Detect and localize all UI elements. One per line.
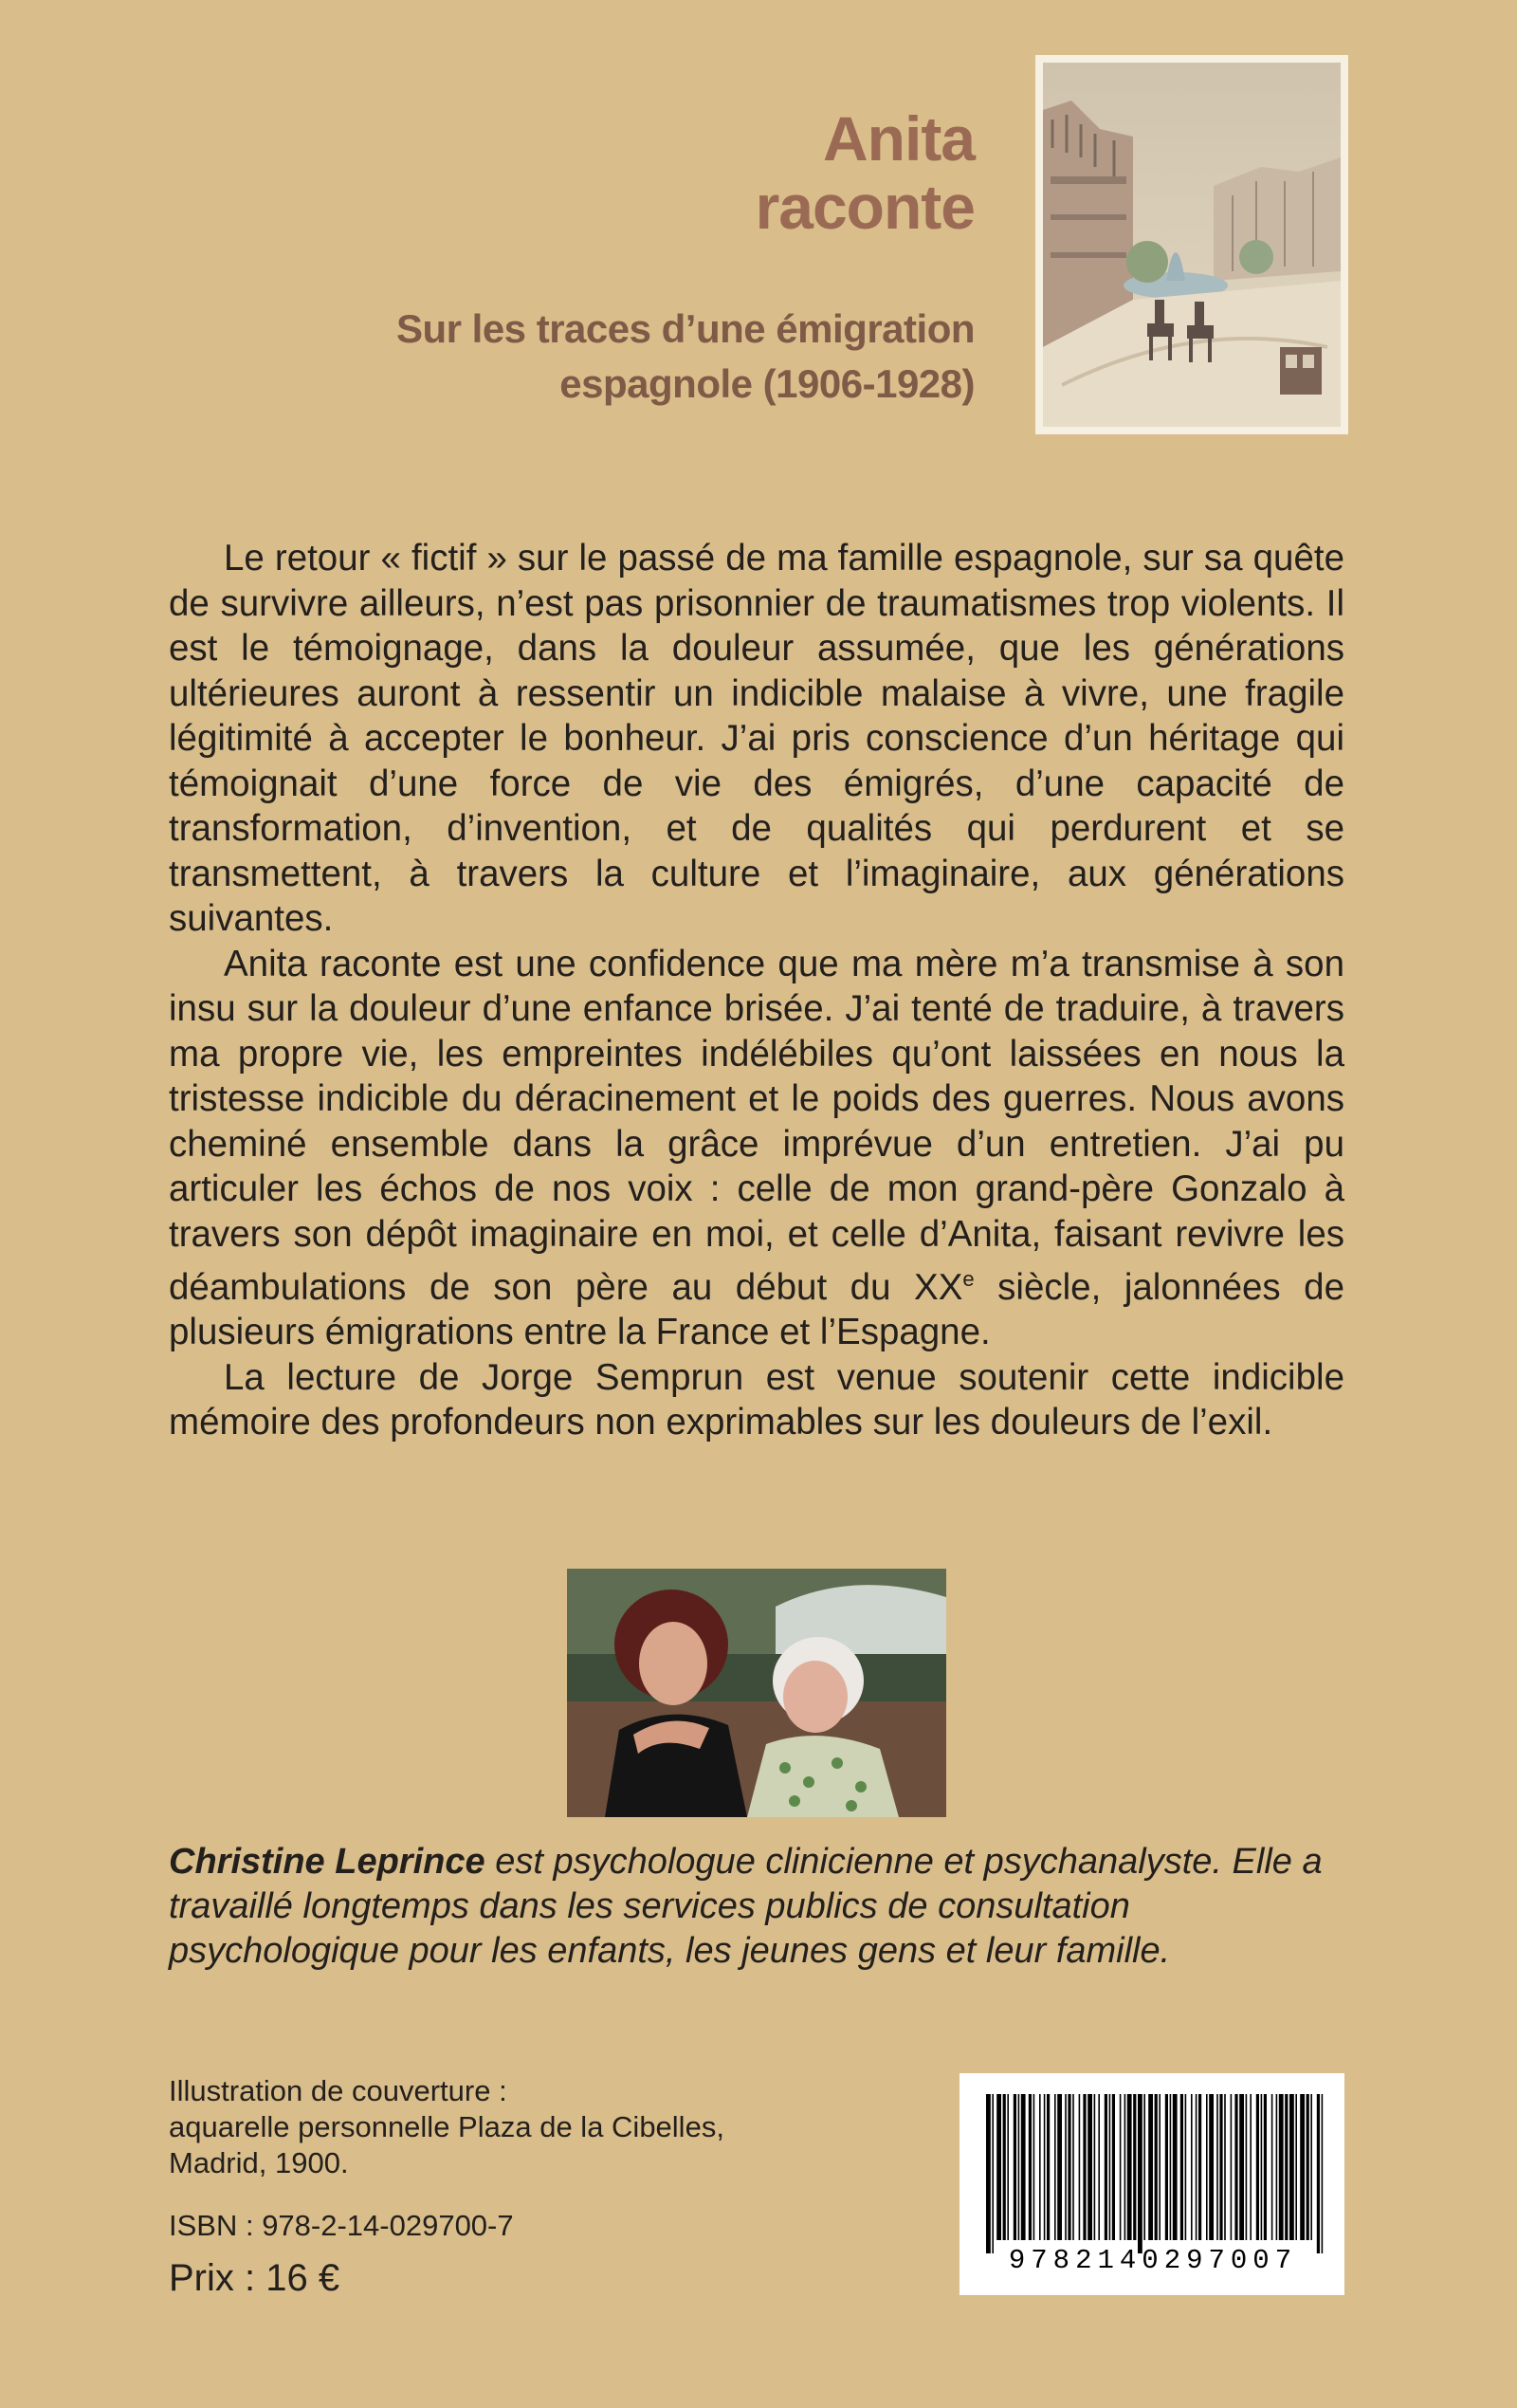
barcode-bar (1289, 2094, 1294, 2240)
author-bio (169, 1840, 1363, 1974)
body-paragraph-2-end: siècle, jalonnées de plusieurs émigrations entre la France et l’Espagne. (169, 1266, 1344, 1353)
barcode-bar (1322, 2094, 1324, 2253)
barcode-bar (1124, 2094, 1126, 2240)
barcode-bar (1250, 2094, 1252, 2240)
barcode-bar (1224, 2094, 1226, 2240)
barcode-bar (1279, 2094, 1284, 2240)
book-subtitle (396, 302, 975, 412)
cover-illustration-thumbnail (1035, 55, 1348, 434)
barcode-bar (1054, 2094, 1056, 2240)
author-photo (567, 1569, 946, 1822)
cover-credit (169, 2073, 724, 2181)
barcode-bar (1155, 2094, 1158, 2240)
century-superscript: e (962, 1267, 975, 1291)
barcode-bar (1098, 2094, 1100, 2240)
barcode-bar (1148, 2094, 1153, 2240)
barcode-bar (1300, 2094, 1305, 2240)
barcode-bar (1014, 2094, 1016, 2240)
barcode-bar (1173, 2094, 1178, 2240)
barcode-bar (1246, 2094, 1248, 2240)
barcode-bar (1120, 2094, 1122, 2240)
barcode-bar (1310, 2094, 1312, 2240)
author-name: Christine Leprince (169, 1842, 485, 1882)
barcode-bar (1007, 2094, 1009, 2240)
barcode-bar (1239, 2094, 1244, 2240)
barcode-bar (1191, 2094, 1193, 2240)
price: Prix : 16 € (169, 2257, 340, 2299)
barcode-bar (1105, 2094, 1107, 2240)
book-title-line2: raconte (755, 172, 975, 242)
book-title (756, 104, 975, 241)
barcode-bar (1072, 2094, 1074, 2240)
cover-credit-line2: aquarelle personnelle Plaza de la Cibelles, (169, 2110, 724, 2143)
barcode-bar (1196, 2094, 1197, 2240)
barcode-bar (1219, 2094, 1222, 2240)
barcode-bar (1206, 2094, 1208, 2240)
barcode-bar (1264, 2094, 1267, 2240)
barcode-bar (1231, 2094, 1233, 2240)
barcode-bar (1021, 2094, 1026, 2240)
barcode-bar (996, 2094, 1001, 2240)
barcode-bar (1276, 2094, 1278, 2240)
barcode-bar (1087, 2094, 1092, 2240)
barcode-bar (1065, 2094, 1067, 2240)
barcode-bar (1057, 2094, 1062, 2240)
barcode-bar (1003, 2094, 1006, 2240)
barcode-bar (1083, 2094, 1086, 2240)
barcode-bar (1159, 2094, 1161, 2240)
isbn: ISBN : 978-2-14-029700-7 (169, 2209, 514, 2242)
barcode-bar (1209, 2094, 1214, 2240)
book-subtitle-line2: espagnole (1906-1928) (559, 361, 975, 406)
barcode-bar (1109, 2094, 1111, 2240)
barcode-bar (1143, 2094, 1145, 2240)
barcode-bar (1234, 2094, 1237, 2240)
barcode-bar (1256, 2094, 1259, 2240)
body-paragraph-1: Le retour « fictif » sur le passé de ma famille espagnole, sur sa quête de survivre ailleurs, n’est pas prisonnier de traumatismes trop violents. Il est le témoignage, dans la douleur assumée, que les générations ultérieures auront à ressentir un indicible malaise à vivre, une fragile légitimité à accepter le bonheur. J’ai pris conscience d’un héritage qui témoignait d’une force de vie des émigrés, d’une capacité de transformation, d’invention, et de qualités qui perdurent et se transmettent, à travers la culture et l’imaginaire, aux générations suivantes. (169, 538, 1344, 939)
barcode-bar (1261, 2094, 1263, 2240)
barcode-bar (1039, 2094, 1041, 2240)
cover-credit-line3: Madrid, 1900. (169, 2146, 349, 2179)
barcode-bar (1295, 2094, 1297, 2240)
book-title-line1: Anita (823, 103, 975, 174)
body-paragraph-2-text: Anita raconte est une confidence que ma mère m’a transmise à son insu sur la douleur d’une enfance brisée. J’ai tenté de traduire, à travers ma propre vie, les empreintes indélébiles qu’ont laissées en nous la tristesse indicible du déracinement et le poids des guerres. Nous avons cheminé ensemble dans la grâce imprévue d’un entretien. J’ai pu articuler les échos de nos voix : celle de mon grand-père Gonzalo à travers son dépôt imaginaire en moi, et celle d’Anita, faisant revivre les déambulations de son père au début du XX (169, 943, 1344, 1308)
barcode (960, 2073, 1344, 2295)
barcode-bar (1185, 2094, 1187, 2240)
barcode-bar (1018, 2094, 1020, 2240)
barcode-bar (1180, 2094, 1183, 2240)
barcode-bar (1047, 2094, 1050, 2240)
barcode-bar (1112, 2094, 1115, 2240)
barcode-bar (1216, 2094, 1218, 2240)
cover-credit-line1: Illustration de couverture : (169, 2074, 507, 2107)
author-bio-text: est psychologue clinicienne et psychanalyste. Elle a travaillé longtemps dans les services publics de consultation psychologique pour les enfants, les jeunes gens et leur famille. (169, 1842, 1323, 1971)
barcode-bar (1317, 2094, 1320, 2253)
back-cover-text (169, 536, 1344, 1445)
barcode-bar (1068, 2094, 1070, 2240)
barcode-bar (1170, 2094, 1172, 2240)
barcode-bar (1307, 2094, 1309, 2240)
body-paragraph-3: La lecture de Jorge Semprun est venue soutenir cette indicible mémoire des profondeurs non exprimables sur les douleurs de l’exil. (169, 1356, 1344, 1443)
barcode-bar (1127, 2094, 1132, 2240)
barcode-bar (1044, 2094, 1046, 2240)
barcode-digits: 9782140297007 (1008, 2245, 1298, 2276)
barcode-bar (1029, 2094, 1032, 2240)
barcode-bar (992, 2094, 994, 2253)
barcode-bar (1138, 2094, 1142, 2253)
barcode-bar (1165, 2094, 1168, 2240)
barcode-bar (1094, 2094, 1096, 2240)
barcode-bar (1033, 2094, 1035, 2240)
watercolor-plaza-image (1043, 63, 1341, 427)
barcode-bar (1285, 2094, 1288, 2240)
barcode-bar (1198, 2094, 1201, 2240)
barcode-bar (1271, 2094, 1273, 2240)
body-paragraph-2 (169, 942, 1344, 1355)
author-photo-image (567, 1569, 946, 1817)
barcode-bar (986, 2094, 991, 2253)
barcode-bar (1079, 2094, 1081, 2240)
barcode-bar (1133, 2094, 1136, 2240)
book-subtitle-line1: Sur les traces d’une émigration (395, 306, 975, 351)
